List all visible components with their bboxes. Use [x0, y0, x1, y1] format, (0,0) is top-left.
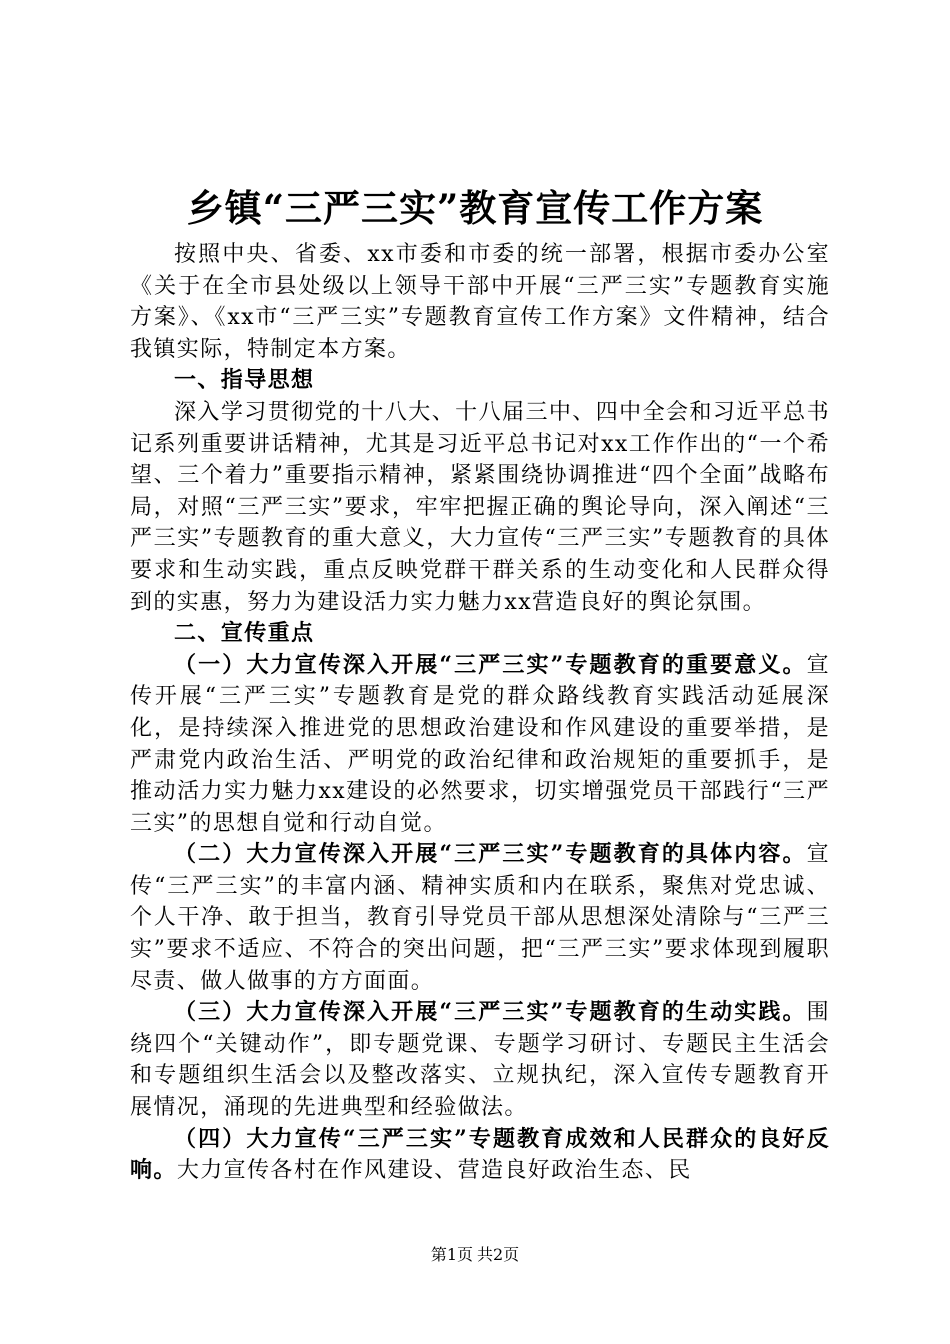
focus-item-2	[130, 839, 830, 997]
focus-item-3-text: 围绕四个“关键动作”，即专题党课、专题学习研讨、专题民主生活会和专题组织生活会以及整改落实、立规执纪，深入宣传专题教育开展情况，涌现的先进典型和经验做法。	[130, 1000, 830, 1121]
focus-item-2-text: 宣传“三严三实”的丰富内涵、精神实质和内在联系，聚焦对党忠诚、个人干净、敢于担当，教育引导党员干部从思想深处清除与“三严三实”要求不适应、不符合的突出问题，把“三严三实”要求体现到履职尽责、做人做事的方方面面。	[130, 842, 830, 994]
focus-item-1-text: 宣传开展“三严三实”专题教育是党的群众路线教育实践活动延展深化，是持续深入推进党的思想政治建设和作风建设的重要举措，是严肃党内政治生活、严明党的政治纪律和政治规矩的重要抓手，是推动活力实力魅力xx建设的必然要求，切实增强党员干部践行“三严三实”的思想自觉和行动自觉。	[130, 652, 830, 836]
page-footer	[0, 1245, 950, 1265]
guiding-thought-paragraph: 深入学习贯彻党的十八大、十八届三中、四中全会和习近平总书记系列重要讲话精神，尤其是习近平总书记对xx工作作出的“一个希望、三个着力”重要指示精神，紧紧围绕协调推进“四个全面”战略布局，对照“三严三实”要求，牢牢把握正确的舆论导向，深入阐述“三严三实”专题教育的重大意义，大力宣传“三严三实”专题教育的具体要求和生动实践，重点反映党群干群关系的生动变化和人民群众得到的实惠，努力为建设活力实力魅力xx营造良好的舆论氛围。	[130, 399, 830, 615]
focus-item-1-lead: （一）大力宣传深入开展“三严三实”专题教育的重要意义。	[174, 651, 807, 678]
page-number: 第1页	[430, 1245, 473, 1264]
focus-item-4-lead: （四）大力宣传“三严三实”专题教育成效和人民群众的良好反响。	[130, 1125, 830, 1184]
section-heading-guiding-thought: 一、指导思想	[174, 367, 315, 394]
focus-item-3-lead: （三）大力宣传深入开展“三严三实”专题教育的生动实践。	[174, 999, 807, 1026]
document-body	[130, 239, 830, 1187]
section-heading-publicity-focus: 二、宣传重点	[174, 620, 315, 647]
focus-item-1	[130, 650, 830, 840]
focus-item-3	[130, 997, 830, 1123]
intro-paragraph: 按照中央、省委、xx市委和市委的统一部署，根据市委办公室《关于在全市县处级以上领导干部中开展“三严三实”专题教育实施方案》、《xx市“三严三实”专题教育宣传工作方案》文件精神，结合我镇实际，特制定本方案。	[130, 242, 830, 362]
page-total: 共2页	[477, 1245, 520, 1264]
focus-item-2-lead: （二）大力宣传深入开展“三严三实”专题教育的具体内容。	[174, 841, 807, 868]
focus-item-4	[130, 1124, 830, 1187]
document-title: 乡镇“三严三实”教育宣传工作方案	[186, 186, 764, 230]
focus-item-4-text: 大力宣传各村在作风建设、营造良好政治生态、民	[176, 1158, 692, 1184]
